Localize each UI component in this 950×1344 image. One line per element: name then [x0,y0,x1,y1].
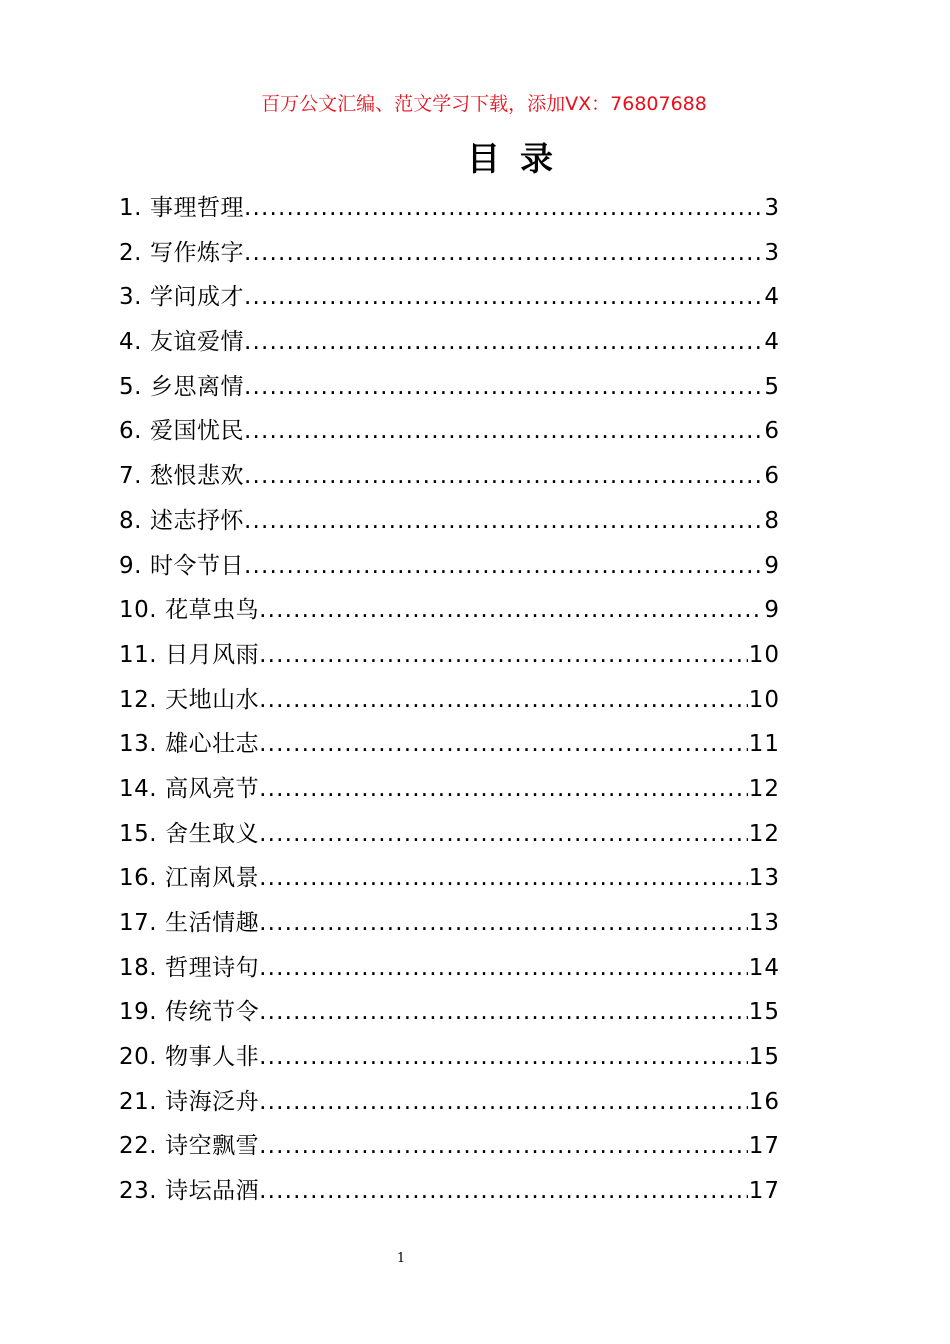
toc-entry-label: 乡思离情 [149,373,244,400]
toc-entry-label: 传统节令 [165,999,260,1026]
toc-entry-page: 11 [748,731,780,758]
toc-entry-page: 3 [764,239,780,266]
toc-entry[interactable] [119,186,780,231]
toc-dot-leader [259,946,748,991]
toc-entry[interactable] [119,812,780,857]
toc-entry[interactable] [119,499,780,544]
toc-entry-page: 13 [748,865,780,892]
toc-entry-number: 3. [119,284,142,311]
toc-entry-number: 5. [119,373,142,400]
toc-entry-page: 6 [764,463,780,490]
toc-dot-leader [244,186,763,231]
toc-dot-leader [259,901,748,946]
toc-dot-leader [259,588,763,633]
toc-entry-number: 2. [119,239,142,266]
toc-dot-leader [244,365,763,410]
toc-entry[interactable] [119,320,780,365]
toc-entry-page: 10 [748,641,780,668]
toc-entry-page: 5 [764,373,780,400]
toc-entry-number: 15. [119,820,158,847]
toc-entry-label: 生活情趣 [165,910,260,936]
toc-entry-label: 江南风景 [165,865,260,892]
toc-entry-page: 17 [748,1178,780,1205]
toc-dot-leader [259,678,748,723]
page-title: 目录 [467,139,573,178]
toc-entry-number: 16. [119,865,158,892]
toc-entry[interactable] [119,856,780,901]
toc-entry-number: 18. [119,954,158,981]
toc-entry[interactable] [119,231,780,276]
toc-entry[interactable] [119,409,780,454]
toc-entry-number: 23. [119,1178,158,1205]
toc-entry-number: 1. [119,195,142,221]
toc-entry-number: 19. [119,999,158,1026]
toc-entry-page: 13 [748,910,780,936]
toc-entry-label: 日月风雨 [165,641,260,668]
toc-dot-leader [259,990,748,1035]
toc-dot-leader [259,1169,748,1214]
toc-dot-leader [244,454,763,499]
toc-entry-number: 22. [119,1133,158,1160]
toc-entry-page: 4 [764,284,780,311]
toc-entry-label: 事理哲理 [149,195,244,221]
toc-entry-page: 4 [764,329,780,356]
toc-entry-label: 天地山水 [165,686,260,713]
toc-entry-number: 17. [119,910,158,936]
toc-entry-number: 10. [119,597,158,624]
toc-dot-leader [259,633,748,678]
toc-dot-leader [244,320,763,365]
toc-entry-number: 14. [119,775,158,802]
toc-entry-label: 花草虫鸟 [165,597,260,624]
toc-entry-label: 学问成才 [149,284,244,311]
toc-entry-number: 9. [119,552,142,579]
toc-entry-number: 4. [119,329,142,356]
toc-entry-label: 舍生取义 [165,820,260,847]
toc-entry-label: 愁恨悲欢 [149,463,244,490]
toc-entry[interactable] [119,275,780,320]
toc-dot-leader [259,856,748,901]
toc-entry-number: 6. [119,418,142,445]
toc-entry-page: 6 [764,418,780,445]
toc-entry-number: 20. [119,1044,158,1071]
toc-entry[interactable] [119,1169,780,1214]
page-number: 1 [396,1251,406,1266]
toc-dot-leader [244,231,763,276]
header-note: 百万公文汇编、范文学习下载，添加VX：76807688 [261,93,707,115]
toc-entry[interactable] [119,588,780,633]
toc-entry-label: 哲理诗句 [165,954,260,981]
toc-entry-label: 时令节日 [149,552,244,579]
toc-entry-number: 12. [119,686,158,713]
toc-entry-page: 12 [748,775,780,802]
toc-entry-label: 物事人非 [165,1044,260,1071]
toc-entry[interactable] [119,946,780,991]
toc-dot-leader [259,1124,748,1169]
toc-entry-label: 爱国忧民 [149,418,244,445]
toc-entry[interactable] [119,1080,780,1125]
toc-entry-page: 9 [764,552,780,579]
toc-dot-leader [259,1035,748,1080]
toc-entry-number: 13. [119,731,158,758]
toc-dot-leader [244,409,763,454]
toc-dot-leader [244,544,763,589]
toc-entry-page: 8 [764,507,780,534]
toc-entry[interactable] [119,365,780,410]
toc-entry[interactable] [119,544,780,589]
toc-entry-page: 15 [748,1044,780,1071]
toc-entry-page: 15 [748,999,780,1026]
toc-entry-label: 诗海泛舟 [165,1088,260,1115]
toc-entry[interactable] [119,633,780,678]
toc-entry[interactable] [119,990,780,1035]
toc-entry-label: 高风亮节 [165,775,260,802]
toc-entry[interactable] [119,767,780,812]
toc-entry[interactable] [119,1124,780,1169]
toc-entry[interactable] [119,901,780,946]
toc-entry[interactable] [119,454,780,499]
toc-entry[interactable] [119,722,780,767]
toc-entry[interactable] [119,678,780,723]
toc-entry[interactable] [119,1035,780,1080]
toc-entry-label: 写作炼字 [149,239,244,266]
toc-dot-leader [244,275,763,320]
toc-entry-number: 11. [119,641,158,668]
table-of-contents [119,186,780,1214]
toc-entry-label: 友谊爱情 [149,329,244,356]
toc-dot-leader [259,767,748,812]
toc-entry-page: 16 [748,1088,780,1115]
toc-dot-leader [259,722,748,767]
toc-entry-page: 10 [748,686,780,713]
toc-entry-label: 诗空飘雪 [165,1133,260,1160]
toc-dot-leader [259,812,748,857]
toc-entry-label: 雄心壮志 [165,731,260,758]
toc-entry-label: 述志抒怀 [149,507,244,534]
toc-entry-label: 诗坛品酒 [165,1178,260,1205]
toc-entry-number: 7. [119,463,142,490]
toc-entry-page: 12 [748,820,780,847]
toc-entry-page: 17 [748,1133,780,1160]
toc-entry-number: 8. [119,507,142,534]
toc-entry-page: 9 [764,597,780,624]
toc-entry-number: 21. [119,1088,158,1115]
toc-dot-leader [259,1080,748,1125]
toc-entry-page: 14 [748,954,780,981]
toc-dot-leader [244,499,763,544]
toc-entry-page: 3 [764,195,780,221]
